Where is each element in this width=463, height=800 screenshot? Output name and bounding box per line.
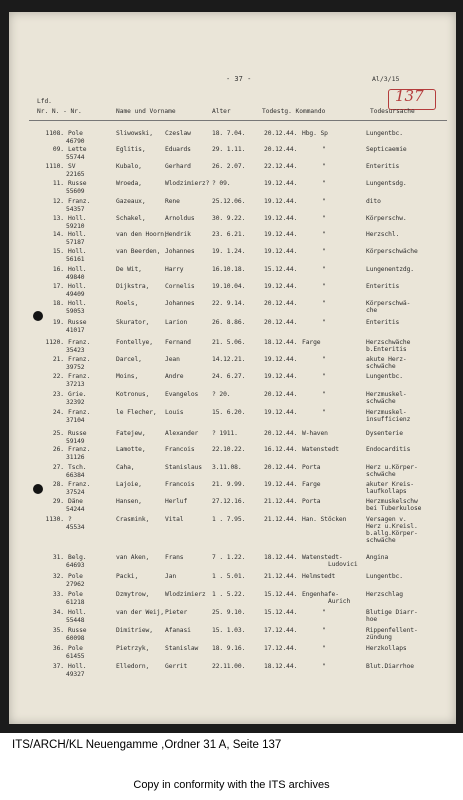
row-nationality: Lette — [68, 146, 87, 153]
row-cause-of-death: che — [366, 307, 378, 314]
copy-caption: Copy in conformity with the ITS archives — [133, 779, 330, 791]
row-nationality: Pole — [68, 573, 83, 580]
row-given-name: Vital — [165, 516, 184, 523]
row-surname: Fontellye, — [116, 339, 153, 346]
row-kommando: " — [322, 609, 326, 616]
row-kommando: Helmstedt — [302, 573, 336, 580]
row-nationality: Franz. — [68, 409, 91, 416]
row-surname: Dimitriew, — [116, 627, 153, 634]
row-cause-of-death: Lungentbc. — [366, 573, 403, 580]
row-nationality: Russe — [68, 627, 87, 634]
row-surname: Crasmink, — [116, 516, 150, 523]
row-surname: Pietrzyk, — [116, 645, 150, 652]
row-given-name: Wlodzimierz? — [165, 180, 210, 187]
row-kommando: " — [322, 248, 326, 255]
row-birth-date: 27.12.16. — [212, 498, 246, 505]
row-prisoner-number: 54357 — [66, 206, 85, 213]
row-kommando: Hbg. Sp — [302, 130, 328, 137]
row-given-name: Stanislaw — [165, 645, 199, 652]
row-birth-date: 22.11.00. — [212, 663, 246, 670]
row-surname: le Flecher, — [116, 409, 157, 416]
row-death-date: 15.12.44. — [264, 609, 298, 616]
row-nationality: Pole — [68, 130, 83, 137]
row-birth-date: 7 . 1.22. — [212, 554, 246, 561]
row-kommando: " — [322, 356, 326, 363]
row-kommando: Han. Stöcken — [302, 516, 347, 523]
row-given-name: Louis — [165, 409, 184, 416]
row-lfd-number: 26. — [52, 446, 64, 453]
row-birth-date: 1 . 5.22. — [212, 591, 246, 598]
row-cause-of-death: schwäche — [366, 471, 396, 478]
row-prisoner-number: 55448 — [66, 617, 85, 624]
row-cause-of-death: akuter Kreis- — [366, 481, 414, 488]
row-birth-date: 15. 1.03. — [212, 627, 246, 634]
row-prisoner-number: 59149 — [66, 438, 85, 445]
row-cause-of-death: schwäche — [366, 398, 396, 405]
row-given-name: Pieter — [165, 609, 188, 616]
row-prisoner-number: 49409 — [66, 291, 85, 298]
row-nationality: Franz. — [68, 339, 91, 346]
row-cause-of-death: Dysenterie — [366, 430, 403, 437]
row-birth-date: 29. 1.11. — [212, 146, 246, 153]
row-lfd-number: 11. — [52, 180, 64, 187]
row-given-name: Frans — [165, 554, 184, 561]
row-given-name: Stanislaus — [165, 464, 202, 471]
row-surname: Schakel, — [116, 215, 146, 222]
row-prisoner-number: 59053 — [66, 308, 85, 315]
row-cause-of-death: dito — [366, 198, 381, 205]
page-number: - 37 - — [226, 75, 252, 83]
row-surname: Eglitis, — [116, 146, 146, 153]
row-lfd-number: 27. — [52, 464, 64, 471]
row-lfd-number: 25. — [52, 430, 64, 437]
row-surname: van der Weij, — [116, 609, 164, 616]
row-birth-date: 1 . 5.01. — [212, 573, 246, 580]
row-kommando: " — [322, 627, 326, 634]
row-cause-of-death: Endocarditis — [366, 446, 411, 453]
row-nationality: Franz. — [68, 446, 91, 453]
row-surname: Dzmytrow, — [116, 591, 150, 598]
row-death-date: 16.12.44. — [264, 446, 298, 453]
row-lfd-number: 16. — [52, 266, 64, 273]
row-lfd-number: 13. — [52, 215, 64, 222]
row-cause-of-death: Herzmuskelschw — [366, 498, 418, 505]
row-death-date: 17.12.44. — [264, 627, 298, 634]
row-cause-of-death: insufficienz — [366, 416, 411, 423]
row-kommando: Aurich — [328, 598, 351, 605]
row-surname: Elledorn, — [116, 663, 150, 670]
row-cause-of-death: Blutige Diarr- — [366, 609, 418, 616]
row-lfd-number: 23. — [52, 391, 64, 398]
row-birth-date: 16.10.18. — [212, 266, 246, 273]
row-given-name: Gerhard — [165, 163, 191, 170]
row-surname: Sliwowski, — [116, 130, 153, 137]
header-name: Name und Vorname — [116, 108, 176, 115]
row-prisoner-number: 60098 — [66, 635, 85, 642]
row-prisoner-number: 54244 — [66, 506, 85, 513]
row-nationality: Franz. — [68, 356, 91, 363]
row-cause-of-death: Herzschlag — [366, 591, 403, 598]
row-birth-date: 26. 8.86. — [212, 319, 246, 326]
row-death-date: 15.12.44. — [264, 591, 298, 598]
row-death-date: 20.12.44. — [264, 319, 298, 326]
row-kommando: Farge — [302, 339, 321, 346]
row-surname: Lamotte, — [116, 446, 146, 453]
row-surname: Dijkstra, — [116, 283, 150, 290]
row-cause-of-death: b.Enteritis — [366, 346, 407, 353]
row-death-date: 21.12.44. — [264, 516, 298, 523]
row-birth-date: 25.12.06. — [212, 198, 246, 205]
row-prisoner-number: 31126 — [66, 454, 85, 461]
row-death-date: 19.12.44. — [264, 409, 298, 416]
row-kommando: Watenstedt- — [302, 554, 343, 561]
row-kommando: Engenhafe- — [302, 591, 339, 598]
row-prisoner-number: 37524 — [66, 489, 85, 496]
row-prisoner-number: 64693 — [66, 562, 85, 569]
row-kommando: " — [322, 319, 326, 326]
row-prisoner-number: 22165 — [66, 171, 85, 178]
row-birth-date: 24. 6.27. — [212, 373, 246, 380]
row-prisoner-number: 57187 — [66, 239, 85, 246]
row-prisoner-number: 49327 — [66, 671, 85, 678]
row-cause-of-death: akute Herz- — [366, 356, 407, 363]
row-given-name: Harry — [165, 266, 184, 273]
row-cause-of-death: Versagen v. — [366, 516, 407, 523]
row-nationality: Däne — [68, 498, 83, 505]
row-death-date: 20.12.44. — [264, 430, 298, 437]
row-given-name: Cornelis — [165, 283, 195, 290]
row-death-date: 21.12.44. — [264, 573, 298, 580]
header-nr: Nr. N. - Nr. — [37, 108, 82, 115]
row-given-name: Wlodzimierz — [165, 591, 206, 598]
row-cause-of-death: bei Tuberkulose — [366, 505, 422, 512]
row-nationality: ? — [68, 516, 72, 523]
row-birth-date: 25. 9.10. — [212, 609, 246, 616]
row-cause-of-death: Lungenentzdg. — [366, 266, 414, 273]
header-alter: Alter — [212, 108, 231, 115]
row-prisoner-number: 59210 — [66, 223, 85, 230]
row-given-name: Johannes — [165, 300, 195, 307]
row-lfd-number: 28. — [52, 481, 64, 488]
row-birth-date: 22. 9.14. — [212, 300, 246, 307]
row-surname: van Aken, — [116, 554, 150, 561]
row-prisoner-number: 49840 — [66, 274, 85, 281]
row-cause-of-death: Lungentbc. — [366, 130, 403, 137]
row-lfd-number: 12. — [52, 198, 64, 205]
row-lfd-number: 09. — [52, 146, 64, 153]
row-given-name: Gerrit — [165, 663, 188, 670]
row-birth-date: 3.11.08. — [212, 464, 242, 471]
row-prisoner-number: 45534 — [66, 524, 85, 531]
row-cause-of-death: Septicaemie — [366, 146, 407, 153]
row-cause-of-death: Herzmuskel- — [366, 409, 407, 416]
row-kommando: Watenstedt — [302, 446, 339, 453]
row-lfd-number: 24. — [52, 409, 64, 416]
header-todesursache: Todesursache — [370, 108, 415, 115]
row-nationality: Holl. — [68, 663, 87, 670]
row-lfd-number: 29. — [52, 498, 64, 505]
row-lfd-number: 32. — [52, 573, 64, 580]
row-birth-date: 1 . 7.95. — [212, 516, 246, 523]
row-surname: Kubalo, — [116, 163, 142, 170]
row-death-date: 20.12.44. — [264, 146, 298, 153]
row-birth-date: ? 20. — [212, 391, 231, 398]
row-cause-of-death: Körperschwä- — [366, 300, 411, 307]
row-given-name: Jan — [165, 573, 177, 580]
row-cause-of-death: Herzschwäche — [366, 339, 411, 346]
row-surname: Hansen, — [116, 498, 142, 505]
row-death-date: 19.12.44. — [264, 283, 298, 290]
row-nationality: Holl. — [68, 231, 87, 238]
row-given-name: Czeslaw — [165, 130, 191, 137]
row-cause-of-death: Herz u.Kreisl. — [366, 523, 418, 530]
row-kommando: Farge — [302, 481, 321, 488]
row-birth-date: 26. 2.07. — [212, 163, 246, 170]
row-cause-of-death: zündung — [366, 634, 392, 641]
row-death-date: 20.12.44. — [264, 464, 298, 471]
header-todestag: Todestg. Kommando — [262, 108, 326, 115]
row-given-name: Hendrik — [165, 231, 191, 238]
row-prisoner-number: 61455 — [66, 653, 85, 660]
row-cause-of-death: Herzkollaps — [366, 645, 407, 652]
row-lfd-number: 36. — [52, 645, 64, 652]
row-cause-of-death: Herzschl. — [366, 231, 400, 238]
row-surname: van Beerden, — [116, 248, 161, 255]
row-cause-of-death: b.allg.Körper- — [366, 530, 418, 537]
row-nationality: Pole — [68, 645, 83, 652]
row-surname: Lajoie, — [116, 481, 142, 488]
row-given-name: Arnoldus — [165, 215, 195, 222]
row-surname: Kotronus, — [116, 391, 150, 398]
row-lfd-number: 1110. — [45, 163, 64, 170]
reference-number: Al/3/15 — [372, 75, 400, 83]
row-nationality: Russe — [68, 430, 87, 437]
row-lfd-number: 34. — [52, 609, 64, 616]
row-lfd-number: 1108. — [45, 130, 64, 137]
row-nationality: SV — [68, 163, 76, 170]
row-cause-of-death: Körperschwäche — [366, 248, 418, 255]
row-surname: Gazeaux, — [116, 198, 146, 205]
row-nationality: Russe — [68, 319, 87, 326]
row-prisoner-number: 41017 — [66, 327, 85, 334]
header-lfd: Lfd. — [37, 98, 52, 105]
row-birth-date: ? 09. — [212, 180, 231, 187]
row-surname: Moins, — [116, 373, 139, 380]
row-kommando: " — [322, 300, 326, 307]
punch-hole — [33, 484, 43, 494]
page-stamp: 137 — [395, 87, 424, 105]
row-death-date: 19.12.44. — [264, 373, 298, 380]
row-prisoner-number: 56161 — [66, 256, 85, 263]
row-nationality: Franz. — [68, 481, 91, 488]
row-death-date: 19.12.44. — [264, 180, 298, 187]
row-birth-date: 18. 9.16. — [212, 645, 246, 652]
row-death-date: 20.12.44. — [264, 300, 298, 307]
row-birth-date: 14.12.21. — [212, 356, 246, 363]
row-cause-of-death: Blut.Diarrhoe — [366, 663, 414, 670]
row-given-name: Rene — [165, 198, 180, 205]
row-birth-date: 19. 1.24. — [212, 248, 246, 255]
row-cause-of-death: Rippenfellent- — [366, 627, 418, 634]
row-given-name: Herluf — [165, 498, 188, 505]
row-prisoner-number: 61218 — [66, 599, 85, 606]
row-prisoner-number: 32392 — [66, 399, 85, 406]
row-lfd-number: 31. — [52, 554, 64, 561]
row-nationality: Russe — [68, 180, 87, 187]
row-given-name: Alexander — [165, 430, 199, 437]
row-cause-of-death: Herz u.Körper- — [366, 464, 418, 471]
row-given-name: Francois — [165, 446, 195, 453]
row-given-name: Francois — [165, 481, 195, 488]
row-death-date: 17.12.44. — [264, 645, 298, 652]
row-given-name: Johannes — [165, 248, 195, 255]
row-birth-date: 21. 5.06. — [212, 339, 246, 346]
row-death-date: 18.12.44. — [264, 339, 298, 346]
row-cause-of-death: Enteritis — [366, 319, 400, 326]
row-nationality: Franz. — [68, 373, 91, 380]
row-given-name: Andre — [165, 373, 184, 380]
row-death-date: 20.12.44. — [264, 391, 298, 398]
row-surname: Roels, — [116, 300, 139, 307]
row-kommando: " — [322, 215, 326, 222]
row-nationality: Holl. — [68, 300, 87, 307]
row-death-date: 21.12.44. — [264, 498, 298, 505]
row-given-name: Afanasi — [165, 627, 191, 634]
row-lfd-number: 18. — [52, 300, 64, 307]
row-kommando: Porta — [302, 498, 321, 505]
row-birth-date: 22.10.22. — [212, 446, 246, 453]
row-prisoner-number: 46790 — [66, 138, 85, 145]
row-cause-of-death: Lungentbc. — [366, 373, 403, 380]
row-death-date: 20.12.44. — [264, 130, 298, 137]
row-death-date: 19.12.44. — [264, 215, 298, 222]
row-lfd-number: 21. — [52, 356, 64, 363]
row-kommando: " — [322, 283, 326, 290]
row-kommando: " — [322, 645, 326, 652]
row-kommando: " — [322, 180, 326, 187]
row-lfd-number: 19. — [52, 319, 64, 326]
row-birth-date: 15. 6.20. — [212, 409, 246, 416]
archive-caption: ITS/ARCH/KL Neuengamme ,Ordner 31 A, Seite 137 — [12, 739, 282, 751]
row-death-date: 19.12.44. — [264, 481, 298, 488]
row-kommando: " — [322, 663, 326, 670]
row-kommando: " — [322, 163, 326, 170]
row-prisoner-number: 35423 — [66, 347, 85, 354]
row-birth-date: 19.10.04. — [212, 283, 246, 290]
row-nationality: Pole — [68, 591, 83, 598]
row-cause-of-death: Herzmuskel- — [366, 391, 407, 398]
row-lfd-number: 17. — [52, 283, 64, 290]
row-surname: Caha, — [116, 464, 135, 471]
row-prisoner-number: 66384 — [66, 472, 85, 479]
row-lfd-number: 35. — [52, 627, 64, 634]
row-prisoner-number: 55744 — [66, 154, 85, 161]
row-lfd-number: 22. — [52, 373, 64, 380]
row-kommando: Ludovici — [328, 561, 358, 568]
row-kommando: " — [322, 198, 326, 205]
row-cause-of-death: schwäche — [366, 363, 396, 370]
row-nationality: Holl. — [68, 266, 87, 273]
row-death-date: 18.12.44. — [264, 554, 298, 561]
row-surname: van den Hoorn, — [116, 231, 168, 238]
row-nationality: Holl. — [68, 609, 87, 616]
row-lfd-number: 37. — [52, 663, 64, 670]
row-surname: Skurator, — [116, 319, 150, 326]
row-cause-of-death: schwäche — [366, 537, 396, 544]
row-cause-of-death: Körperschw. — [366, 215, 407, 222]
row-prisoner-number: 55609 — [66, 188, 85, 195]
row-death-date: 22.12.44. — [264, 163, 298, 170]
row-lfd-number: 1120. — [45, 339, 64, 346]
row-prisoner-number: 37213 — [66, 381, 85, 388]
row-nationality: Tsch. — [68, 464, 87, 471]
row-kommando: Porta — [302, 464, 321, 471]
row-surname: Packi, — [116, 573, 139, 580]
row-birth-date: 23. 6.21. — [212, 231, 246, 238]
row-cause-of-death: Enteritis — [366, 283, 400, 290]
row-birth-date: 30. 9.22. — [212, 215, 246, 222]
row-cause-of-death: hoe — [366, 616, 378, 623]
row-nationality: Holl. — [68, 248, 87, 255]
row-nationality: Grie. — [68, 391, 87, 398]
row-nationality: Holl. — [68, 215, 87, 222]
row-surname: De Wit, — [116, 266, 142, 273]
row-cause-of-death: laufkollaps — [366, 488, 407, 495]
row-nationality: Franz. — [68, 198, 91, 205]
row-lfd-number: 33. — [52, 591, 64, 598]
row-given-name: Jean — [165, 356, 180, 363]
row-given-name: Evangelos — [165, 391, 199, 398]
row-prisoner-number: 27962 — [66, 581, 85, 588]
row-kommando: " — [322, 146, 326, 153]
row-nationality: Holl. — [68, 283, 87, 290]
row-death-date: 19.12.44. — [264, 356, 298, 363]
punch-hole — [33, 311, 43, 321]
row-surname: Fatejew, — [116, 430, 146, 437]
row-death-date: 19.12.44. — [264, 231, 298, 238]
row-death-date: 19.12.44. — [264, 198, 298, 205]
row-lfd-number: 1130. — [45, 516, 64, 523]
header-rule — [29, 120, 447, 121]
row-death-date: 15.12.44. — [264, 266, 298, 273]
row-cause-of-death: Angina — [366, 554, 389, 561]
row-kommando: W-haven — [302, 430, 328, 437]
row-given-name: Larion — [165, 319, 188, 326]
row-nationality: Belg. — [68, 554, 87, 561]
row-given-name: Fernand — [165, 339, 191, 346]
row-lfd-number: 14. — [52, 231, 64, 238]
row-death-date: 19.12.44. — [264, 248, 298, 255]
row-cause-of-death: Enteritis — [366, 163, 400, 170]
row-prisoner-number: 39752 — [66, 364, 85, 371]
row-prisoner-number: 37104 — [66, 417, 85, 424]
row-kommando: " — [322, 266, 326, 273]
row-kommando: " — [322, 231, 326, 238]
row-cause-of-death: Lungentsdg. — [366, 180, 407, 187]
row-kommando: " — [322, 391, 326, 398]
row-birth-date: ? 1911. — [212, 430, 238, 437]
row-given-name: Eduards — [165, 146, 191, 153]
row-birth-date: 18. 7.04. — [212, 130, 246, 137]
row-surname: Wroeda, — [116, 180, 142, 187]
row-kommando: " — [322, 409, 326, 416]
row-lfd-number: 15. — [52, 248, 64, 255]
row-death-date: 18.12.44. — [264, 663, 298, 670]
row-surname: Darcel, — [116, 356, 142, 363]
row-birth-date: 21. 9.99. — [212, 481, 246, 488]
row-kommando: " — [322, 373, 326, 380]
